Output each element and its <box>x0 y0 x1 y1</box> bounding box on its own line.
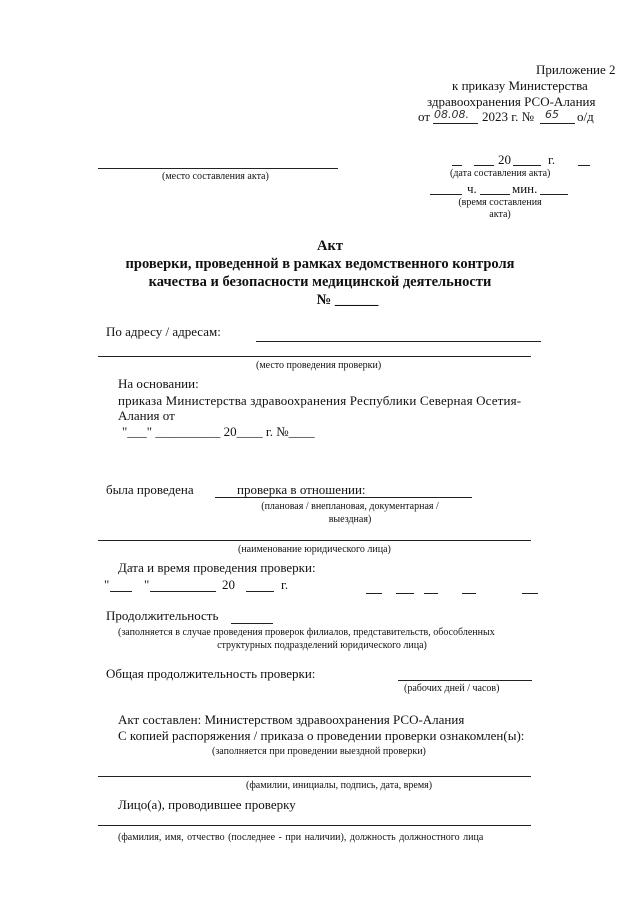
signature-caption: (фамилии, инициалы, подпись, дата, время) <box>246 780 433 791</box>
datetime-quote-close: " <box>144 577 150 592</box>
datetime-year-line <box>246 591 274 592</box>
header-line-2: к приказу Министерства <box>452 78 588 93</box>
title-line-1: Акт <box>317 238 343 254</box>
compiled-caption: (заполняется при проведении выездной проверки) <box>212 746 426 757</box>
date-suffix: г. <box>548 152 556 167</box>
datetime-quote-open: " <box>104 577 110 592</box>
time-caption-2: акта) <box>489 209 511 220</box>
time-minutes: мин. <box>512 181 538 196</box>
datetime-day-line <box>110 591 132 592</box>
datetime-time-line-5 <box>522 593 538 594</box>
date-year: 20 <box>498 152 511 167</box>
header-line-4-prefix: от <box>418 109 431 124</box>
basis-label: На основании: <box>118 376 199 391</box>
handwritten-date: 08.08. <box>434 108 469 121</box>
date-day-line-b <box>474 165 494 166</box>
duration-line <box>231 623 273 624</box>
title-line-4: № ______ <box>316 292 379 308</box>
place-caption: (место составления акта) <box>162 171 269 182</box>
entity-line <box>98 540 531 541</box>
header-line-3: здравоохранения РСО-Алания <box>427 94 596 109</box>
conducted-caption-2: выездная) <box>328 514 372 525</box>
datetime-year-suffix: г. <box>281 577 289 592</box>
conducted-caption-1: (плановая / внеплановая, документарная / <box>261 501 439 512</box>
datetime-time-line-3 <box>424 593 438 594</box>
address-line-2 <box>98 356 531 357</box>
compiled-line-1: Акт составлен: Министерством здравоохранения РСО-Алания <box>118 712 465 727</box>
datetime-month-line <box>150 591 216 592</box>
time-trailing-line <box>540 194 568 195</box>
address-label: По адресу / адресам: <box>106 324 221 339</box>
date-day-line-a <box>452 165 462 166</box>
date-year-line <box>513 165 541 166</box>
duration-caption-1: (заполняется в случае проведения проверок филиалов, представительств, обособленных <box>118 627 495 638</box>
basis-date-line: "___" __________ 20____ г. №____ <box>122 424 315 439</box>
header-number-underline <box>540 123 575 124</box>
address-caption: (место проведения проверки) <box>256 360 382 371</box>
header-date-underline <box>433 123 478 124</box>
datetime-time-line-2 <box>396 593 414 594</box>
title-line-2: проверки, проведенной в рамках ведомственного контроля <box>125 256 515 272</box>
inspectors-line <box>98 825 531 826</box>
total-duration-line <box>398 680 532 681</box>
datetime-time-line-4 <box>462 593 476 594</box>
datetime-time-line-1 <box>366 593 382 594</box>
compiled-line-2: С копией распоряжения / приказа о проведении проверки ознакомлен(ы): <box>118 728 525 743</box>
conducted-label: была проведена <box>106 482 194 497</box>
total-duration-label: Общая продолжительность проверки: <box>106 666 316 681</box>
handwritten-order-number: 65 <box>545 108 559 121</box>
place-line <box>98 168 338 169</box>
time-caption-1: (время составления <box>458 197 542 208</box>
inspectors-label: Лицо(а), проводившее проверку <box>118 797 296 812</box>
entity-caption: (наименование юридического лица) <box>238 544 391 555</box>
time-hours: ч. <box>467 181 477 196</box>
basis-text-line-1: приказа Министерства здравоохранения Республики Северная Осетия- <box>118 393 522 408</box>
address-line-1 <box>256 341 541 342</box>
header-line-4-middle: 2023 г. № <box>482 109 535 124</box>
title-line-3: качества и безопасности медицинской деятельности <box>148 274 492 290</box>
duration-label: Продолжительность <box>106 608 219 623</box>
conducted-field-line <box>215 497 472 498</box>
date-caption: (дата составления акта) <box>450 168 551 179</box>
basis-text-line-2: Алания от <box>118 408 175 423</box>
datetime-year: 20 <box>222 577 235 592</box>
date-trailing-line <box>578 165 590 166</box>
inspectors-caption: (фамилия, имя, отчество (последнее - при наличии), должность должностного лица <box>118 832 484 843</box>
signature-line <box>98 776 531 777</box>
datetime-label: Дата и время проведения проверки: <box>118 560 316 575</box>
conducted-field: проверка в отношении: <box>237 482 366 497</box>
total-duration-caption: (рабочих дней / часов) <box>404 683 500 694</box>
header-line-1: Приложение 2 <box>536 62 616 77</box>
time-hours-line <box>430 194 462 195</box>
duration-caption-2: структурных подразделений юридического лица) <box>217 640 427 651</box>
header-line-4-suffix: о/д <box>577 109 594 124</box>
time-minutes-line <box>480 194 510 195</box>
